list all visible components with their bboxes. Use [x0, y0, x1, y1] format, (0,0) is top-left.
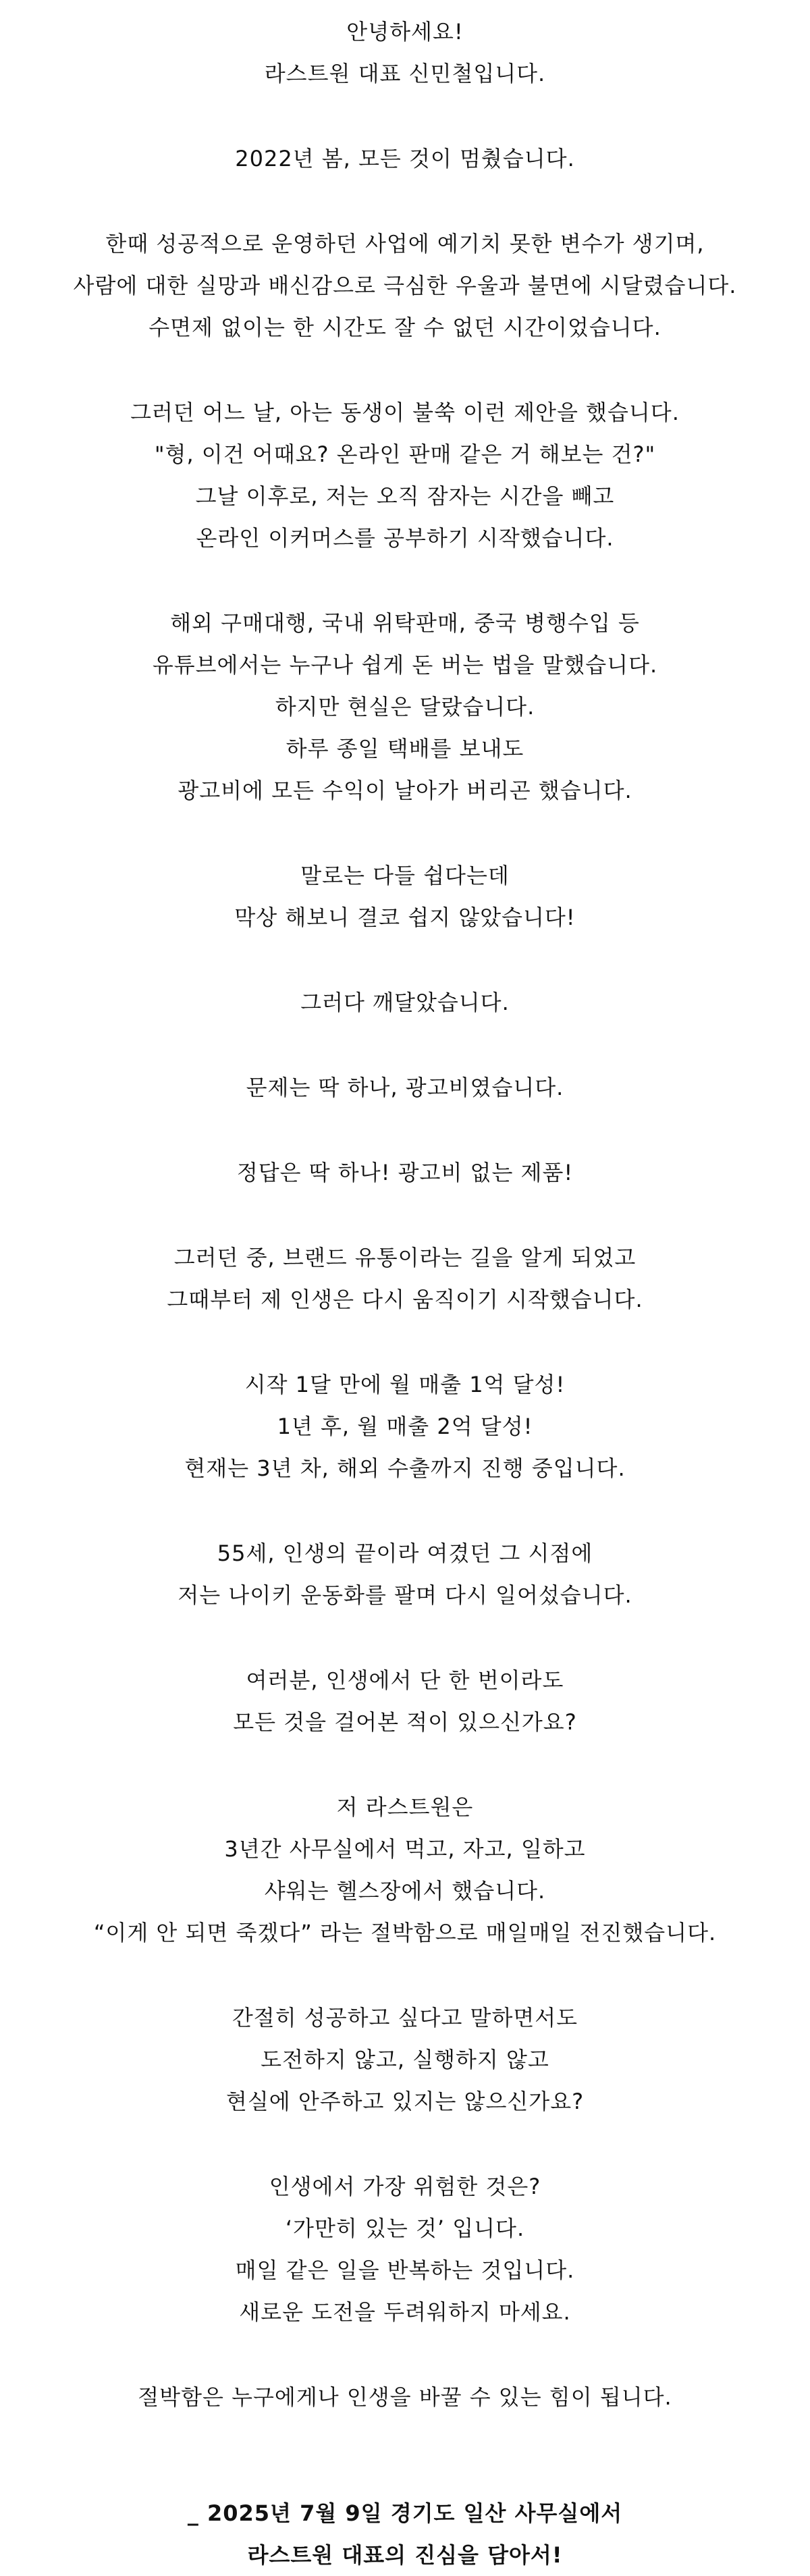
- text-line: 현재는 3년 차, 해외 수출까지 진행 중입니다.: [184, 1455, 626, 1481]
- paragraph: [0, 855, 810, 938]
- text-line: 그날 이후로, 저는 오직 잠자는 시간을 빼고: [195, 483, 615, 509]
- text-line: 3년간 사무실에서 먹고, 자고, 일하고: [224, 1836, 586, 1862]
- closing-signature: [0, 2492, 810, 2576]
- text-line: 막상 해보니 결코 쉽지 않았습니다!: [234, 905, 576, 930]
- paragraph: [0, 392, 810, 559]
- text-line: 샤워는 헬스장에서 했습니다.: [264, 1878, 546, 1904]
- text-line: 온라인 이커머스를 공부하기 시작했습니다.: [196, 525, 614, 551]
- text-line: “이게 안 되면 죽겠다” 라는 절박함으로 매일매일 전진했습니다.: [93, 1920, 717, 1946]
- text-line: 그러다 깨달았습니다.: [300, 990, 510, 1015]
- text-line: 수면제 없이는 한 시간도 잘 수 없던 시간이었습니다.: [148, 315, 662, 340]
- paragraph: [0, 1237, 810, 1320]
- text-line: 저는 나이키 운동화를 팔며 다시 일어섰습니다.: [178, 1582, 632, 1608]
- text-line: 매일 같은 일을 반복하는 것입니다.: [235, 2257, 575, 2283]
- closing-line: _ 2025년 7월 9일 경기도 일산 사무실에서: [187, 2500, 623, 2526]
- text-line: 1년 후, 월 매출 2억 달성!: [277, 1414, 533, 1439]
- paragraph: [0, 1067, 810, 1108]
- paragraph: [0, 982, 810, 1023]
- text-line: ‘가만히 있는 것’ 입니다.: [285, 2216, 525, 2241]
- text-line: 도전하지 않고, 실행하지 않고: [261, 2047, 549, 2072]
- text-line: 하지만 현실은 달랐습니다.: [275, 694, 535, 720]
- text-line: 말로는 다들 쉽다는데: [300, 863, 510, 888]
- text-line: 사람에 대한 실망과 배신감으로 극심한 우울과 불면에 시달렸습니다.: [73, 273, 737, 298]
- text-line: 라스트원 대표 신민철입니다.: [264, 61, 546, 86]
- text-line: "형, 이건 어때요? 온라인 판매 같은 거 해보는 건?": [154, 441, 656, 467]
- text-line: 해외 구매대행, 국내 위탁판매, 중국 병행수입 등: [170, 610, 640, 636]
- text-line: 그러던 중, 브랜드 유통이라는 길을 알게 되었고: [173, 1245, 637, 1270]
- text-line: 새로운 도전을 두려워하지 마세요.: [239, 2299, 571, 2325]
- paragraph: [0, 11, 810, 95]
- text-line: 광고비에 모든 수익이 날아가 버리곤 했습니다.: [178, 778, 632, 803]
- text-line: 문제는 딱 하나, 광고비였습니다.: [246, 1075, 564, 1100]
- text-line: 모든 것을 걸어본 적이 있으신가요?: [233, 1709, 577, 1735]
- paragraph: [0, 1786, 810, 1954]
- text-line: 시작 1달 만에 월 매출 1억 달성!: [244, 1372, 566, 1397]
- text-line: 저 라스트원은: [336, 1794, 474, 1820]
- paragraph: [0, 1659, 810, 1743]
- paragraph: [0, 1997, 810, 2122]
- closing-line: 라스트원 대표의 진심을 담아서!: [247, 2542, 563, 2568]
- text-line: 정답은 딱 하나! 광고비 없는 제품!: [236, 1160, 574, 1185]
- text-line: 그때부터 제 인생은 다시 움직이기 시작했습니다.: [167, 1287, 643, 1312]
- text-line: 현실에 안주하고 있지는 않으신가요?: [225, 2089, 585, 2114]
- text-line: 2022년 봄, 모든 것이 멈췄습니다.: [235, 146, 575, 171]
- paragraph: [0, 138, 810, 180]
- text-line: 간절히 성공하고 싶다고 말하면서도: [232, 2005, 578, 2031]
- text-line: 유튜브에서는 누구나 쉽게 돈 버는 법을 말했습니다.: [152, 652, 658, 678]
- paragraph: [0, 223, 810, 348]
- text-line: 안녕하세요!: [346, 19, 464, 45]
- paragraph: [0, 2376, 810, 2418]
- text-line: 55세, 인생의 끝이라 여겼던 그 시점에: [217, 1540, 593, 1566]
- paragraph: [0, 1532, 810, 1616]
- text-line: 그러던 어느 날, 아는 동생이 불쑥 이런 제안을 했습니다.: [130, 400, 680, 425]
- paragraph: [0, 1152, 810, 1193]
- text-line: 하루 종일 택배를 보내도: [286, 736, 524, 761]
- text-line: 절박함은 누구에게나 인생을 바꿀 수 있는 힘이 됩니다.: [138, 2384, 672, 2410]
- text-line: 한때 성공적으로 운영하던 사업에 예기치 못한 변수가 생기며,: [105, 231, 705, 257]
- paragraph: [0, 1364, 810, 1489]
- paragraph: [0, 2166, 810, 2333]
- text-line: 인생에서 가장 위험한 것은?: [269, 2174, 541, 2199]
- paragraph: [0, 602, 810, 811]
- letter-body: [0, 11, 810, 2418]
- text-line: 여러분, 인생에서 단 한 번이라도: [246, 1667, 564, 1693]
